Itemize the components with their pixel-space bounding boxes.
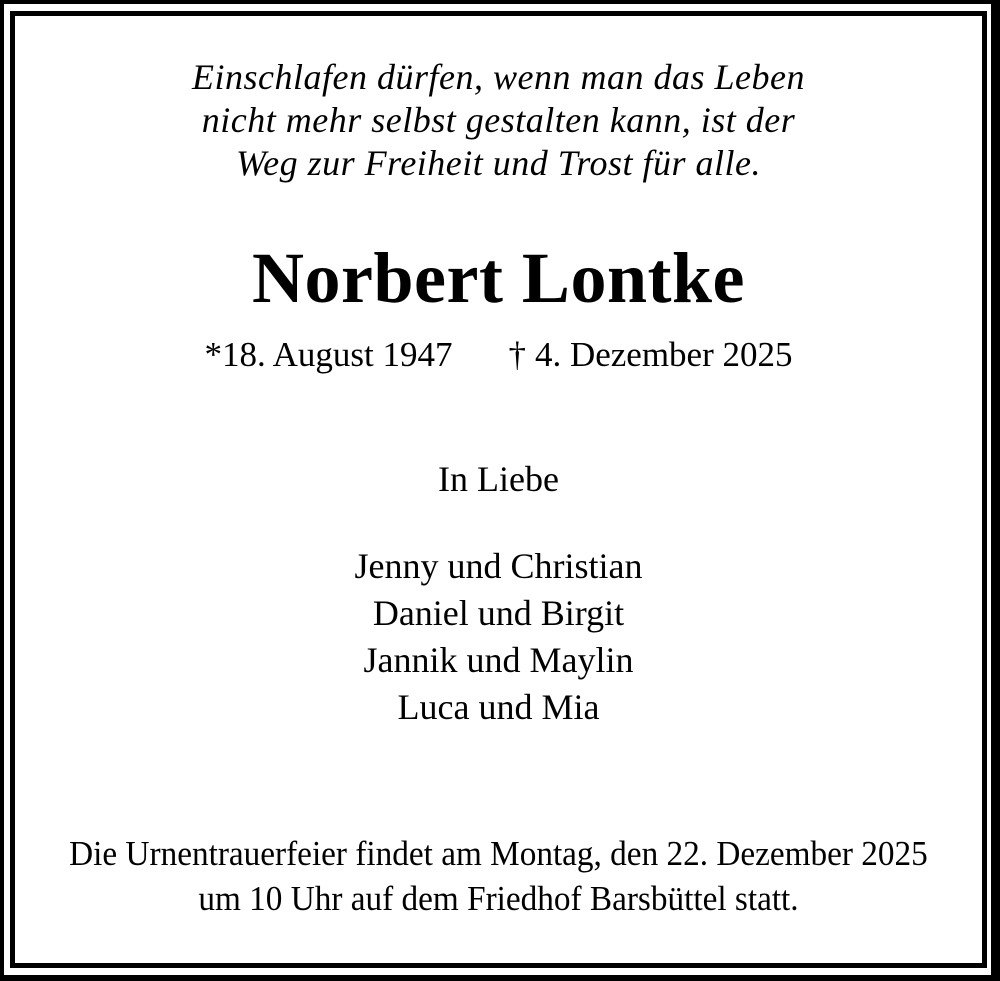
epigraph-line: Weg zur Freiheit und Trost für alle. xyxy=(235,143,762,183)
life-dates xyxy=(15,333,982,377)
salutation: In Liebe xyxy=(438,459,559,499)
mourner-name: Daniel und Birgit xyxy=(372,593,625,633)
funeral-info xyxy=(15,831,982,921)
death-info xyxy=(508,335,792,374)
epigraph-line: nicht mehr selbst gestalten kann, ist der xyxy=(201,100,796,140)
mourner-name: Jannik und Maylin xyxy=(363,640,634,680)
notice-content xyxy=(15,16,982,963)
notice-frame xyxy=(10,11,987,968)
funeral-line: um 10 Uhr auf dem Friedhof Barsbüttel statt. xyxy=(198,879,799,918)
deceased-name: Norbert Lontke xyxy=(252,238,745,318)
epigraph xyxy=(15,56,982,185)
mourner-name: Luca und Mia xyxy=(397,687,600,727)
mourners-list xyxy=(15,543,982,731)
epigraph-line: Einschlafen dürfen, wenn man das Leben xyxy=(192,57,805,97)
cross-icon: † xyxy=(508,335,526,374)
death-date: 4. Dezember 2025 xyxy=(534,335,793,374)
birth-info xyxy=(205,335,453,374)
mourner-name: Jenny und Christian xyxy=(354,546,643,586)
birth-star-symbol: * xyxy=(204,335,222,374)
notice-mat xyxy=(4,4,991,975)
funeral-line: Die Urnentrauerfeier findet am Montag, den 22. Dezember 2025 xyxy=(69,834,928,873)
birth-date: 18. August 1947 xyxy=(222,335,453,374)
